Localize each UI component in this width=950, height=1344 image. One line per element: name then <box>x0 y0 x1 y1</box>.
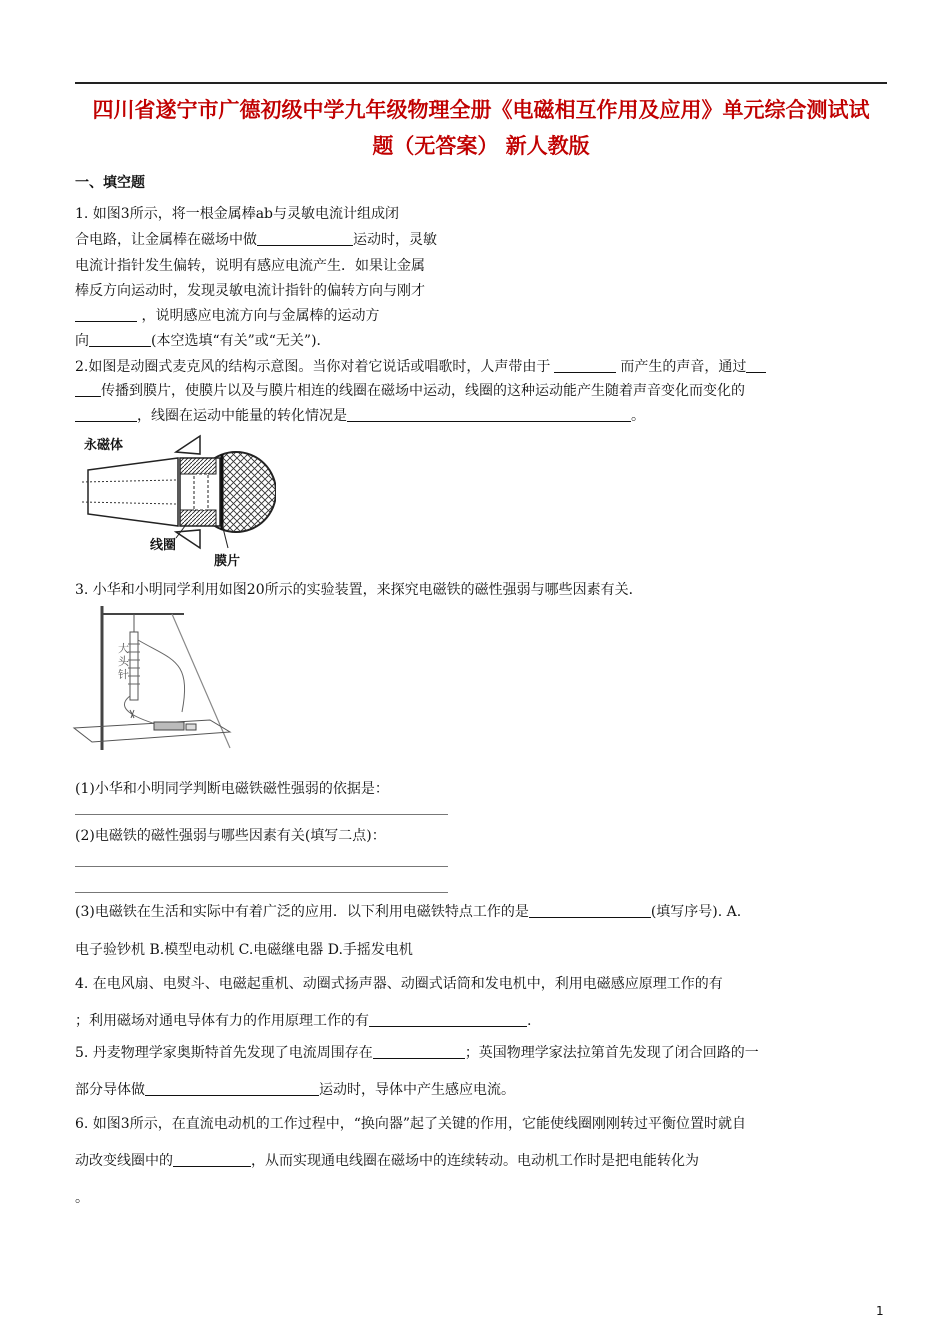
q6-text: 动改变线圈中的 <box>75 1153 173 1169</box>
section-heading: 一、填空题 <box>75 175 145 191</box>
q5-line-1 <box>75 1043 759 1063</box>
answer-rule <box>75 866 448 867</box>
answer-rule <box>75 892 448 893</box>
q4-line-2 <box>75 1011 531 1031</box>
q2-line-1 <box>75 357 766 377</box>
q5-text: 5. 丹麦物理学家奥斯特首先发现了电流周围存在 <box>75 1045 373 1061</box>
electromagnet-setup-figure <box>72 600 234 750</box>
q1-text: ，说明感应电流方向与金属棒的运动方 <box>141 308 380 324</box>
answer-blank[interactable] <box>75 382 101 397</box>
answer-blank[interactable] <box>89 332 151 347</box>
q2-text: 传播到膜片，使膜片以及与膜片相连的线圈在磁场中运动，线圈的这种运动能产生随着声音变化而变化的 <box>101 383 745 399</box>
q3-sub-2: (2)电磁铁的磁性强弱与哪些因素有关(填写二点)： <box>75 828 386 844</box>
electromagnet-setup-diagram <box>72 600 234 750</box>
label-permanent-magnet: 永磁体 <box>84 438 124 453</box>
answer-blank[interactable] <box>554 358 616 373</box>
q1-text: 向 <box>75 333 89 349</box>
q3-intro: 3. 小华和小明同学利用如图20所示的实验装置，来探究电磁铁的磁性强弱与哪些因素有关． <box>75 582 643 598</box>
document-title <box>72 92 890 164</box>
answer-blank[interactable] <box>173 1152 251 1167</box>
answer-blank[interactable] <box>75 407 137 422</box>
q3-sub-1: (1)小华和小明同学判断电磁铁磁性强弱的依据是： <box>75 781 389 797</box>
q1-line-5 <box>75 306 379 326</box>
answer-rule <box>75 814 448 815</box>
answer-blank[interactable] <box>746 358 766 373</box>
q2-text: ，线圈在运动中能量的转化情况是 <box>137 408 347 424</box>
q4-text: ；利用磁场对通电导体有力的作用原理工作的有 <box>75 1013 369 1029</box>
title-line-1: 四川省遂宁市广德初级中学九年级物理全册《电磁相互作用及应用》单元综合测试试 <box>92 98 870 122</box>
answer-blank[interactable] <box>75 307 137 322</box>
q6-line-2 <box>75 1151 699 1171</box>
q6-line-1: 6. 如图3所示，在直流电动机的工作过程中，“换向器”起了关键的作用，它能使线圈刚刚转过平衡位置时就自 <box>75 1116 747 1132</box>
label-pins: 大头针 <box>118 642 129 681</box>
q1-line-6 <box>75 331 331 351</box>
microphone-figure <box>76 430 276 572</box>
q3-sub-3 <box>75 902 741 922</box>
q2-line-3 <box>75 406 645 426</box>
q2-line-2 <box>75 381 745 401</box>
answer-blank[interactable] <box>145 1081 319 1096</box>
q1-line-4: 棒反方向运动时，发现灵敏电流计指针的偏转方向与刚才 <box>75 283 425 299</box>
q1-line-2 <box>75 230 437 250</box>
answer-blank[interactable] <box>347 407 631 422</box>
label-diaphragm: 膜片 <box>214 554 241 569</box>
q5-text: 部分导体做 <box>75 1082 145 1098</box>
q2-text: 2.如图是动圈式麦克风的结构示意图。当你对着它说话或唱歌时，人声带由于 <box>75 359 551 375</box>
q3-options: 电子验钞机 B.模型电动机 C.电磁继电器 D.手摇发电机 <box>75 942 413 958</box>
header-rule <box>75 82 887 84</box>
q1-text: 合电路，让金属棒在磁场中做 <box>75 232 257 248</box>
q1-text: 运动时，灵敏 <box>353 232 437 248</box>
label-coil: 线圈 <box>150 538 177 553</box>
answer-blank[interactable] <box>257 231 353 246</box>
title-line-2: 题（无答案） 新人教版 <box>372 134 590 158</box>
page-number: 1 <box>876 1304 884 1318</box>
q4-text: . <box>527 1013 532 1029</box>
q2-text: 而产生的声音，通过 <box>620 359 747 375</box>
q5-text: ；英国物理学家法拉第首先发现了闭合回路的一 <box>464 1045 759 1061</box>
q3-text: (填写序号). A. <box>650 904 742 920</box>
q4-line-1: 4. 在电风扇、电熨斗、电磁起重机、动圈式扬声器、动圈式话筒和发电机中，利用电磁感应原理工作的有 <box>75 976 723 992</box>
q5-text: 运动时，导体中产生感应电流。 <box>319 1082 515 1098</box>
answer-blank[interactable] <box>369 1012 527 1027</box>
q1-text: (本空选填“有关”或“无关”)． <box>151 333 331 349</box>
q6-text: ，从而实现通电线圈在磁场中的连续转动。电动机工作时是把电能转化为 <box>251 1153 699 1169</box>
q3-text: (3)电磁铁在生活和实际中有着广泛的应用．以下利用电磁铁特点工作的是 <box>75 904 529 920</box>
q6-line-3: 。 <box>75 1190 89 1206</box>
answer-blank[interactable] <box>529 903 651 918</box>
q5-line-2 <box>75 1080 515 1100</box>
q1-line-1: 1. 如图3所示，将一根金属棒ab与灵敏电流计组成闭 <box>75 206 400 222</box>
q2-text: 。 <box>631 408 645 424</box>
answer-blank[interactable] <box>373 1044 465 1059</box>
q1-line-3: 电流计指针发生偏转，说明有感应电流产生．如果让金属 <box>75 258 425 274</box>
